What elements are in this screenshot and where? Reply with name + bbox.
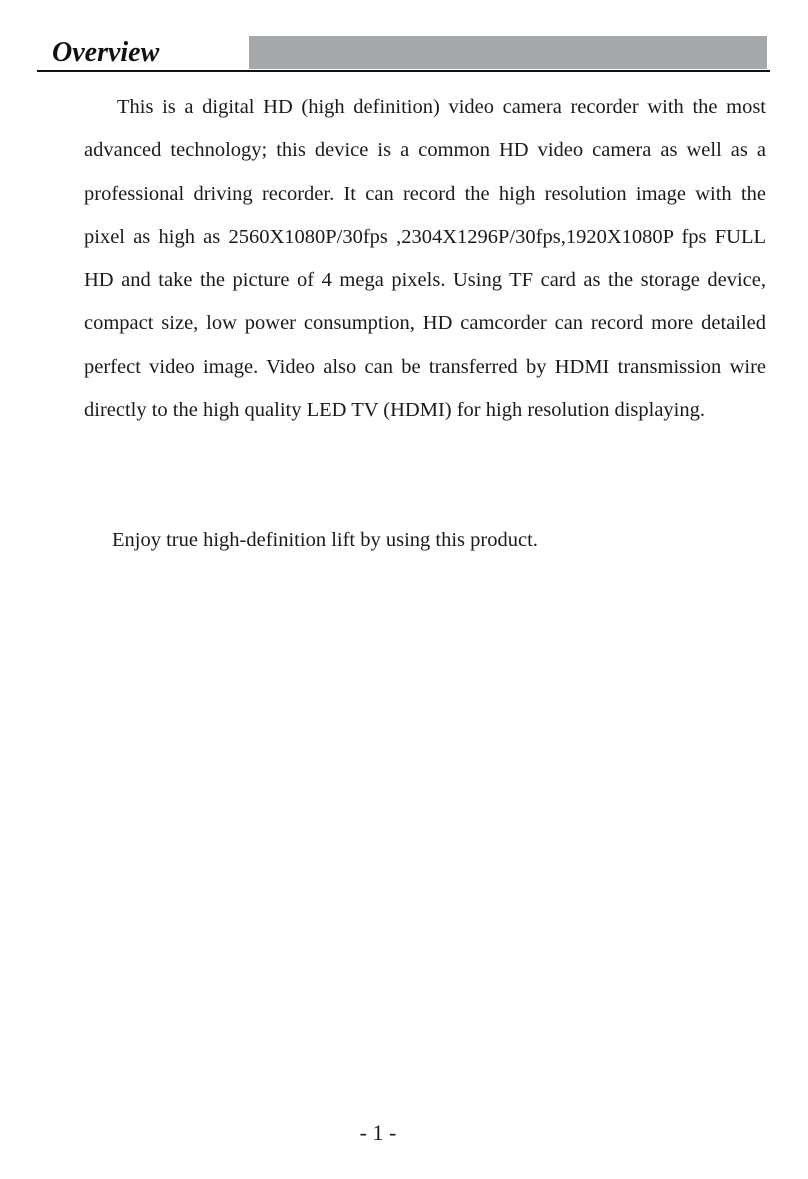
header-divider [37, 70, 770, 72]
body-text [84, 86, 766, 432]
header-bar [249, 36, 767, 69]
section-title: Overview [52, 37, 160, 68]
section-header [37, 34, 770, 72]
overview-paragraph: This is a digital HD (high definition) video camera recorder with the most advanced technology; this device is a common HD video camera as well as a professional driving recorder. It can record the high resolution image with the pixel as high as 2560X1080P/30fps ,2304X1296P/30fps,1920X1080P fps FULL HD and take the picture of 4 mega pixels. Using TF card as the storage device, compact size, low power consumption, HD camcorder can record more detailed perfect video image. Video also can be transferred by HDMI transmission wire directly to the high quality LED TV (HDMI) for high resolution displaying. [84, 96, 766, 422]
closing-paragraph: Enjoy true high-definition lift by using this product. [112, 529, 538, 551]
page-number: - 1 - [359, 1120, 397, 1145]
